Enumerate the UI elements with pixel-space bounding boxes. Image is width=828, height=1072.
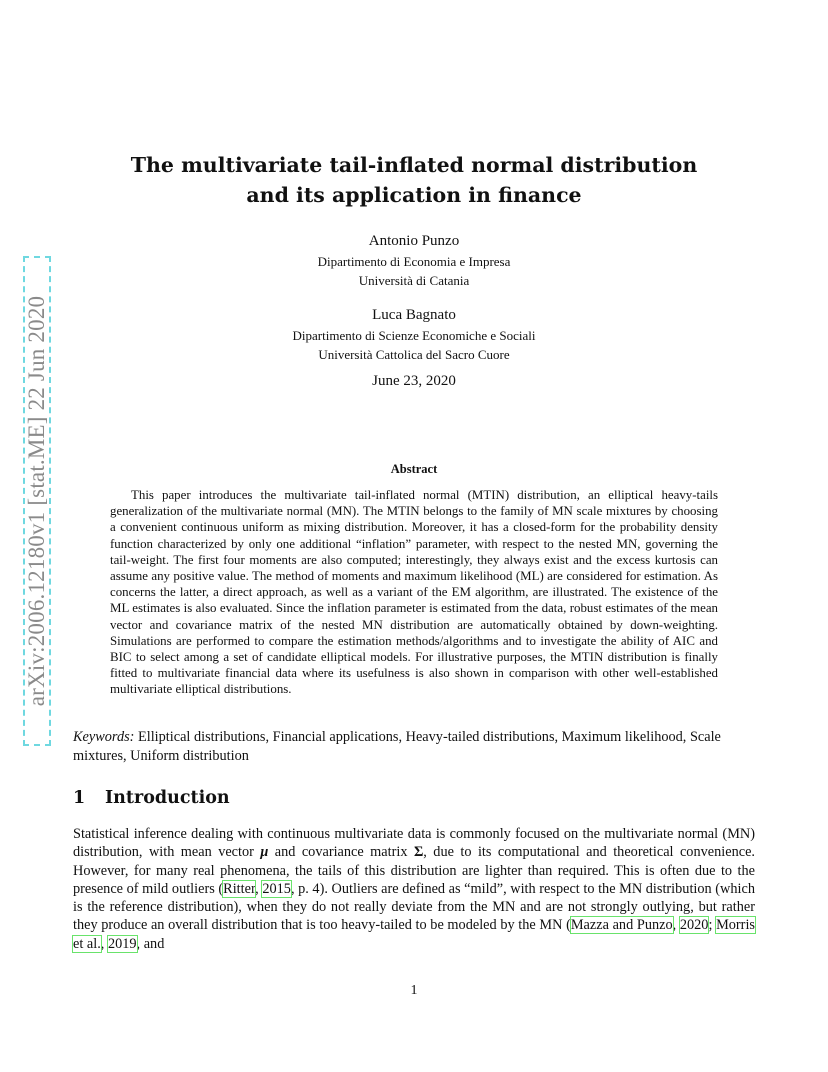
mu-symbol: μ — [260, 844, 269, 861]
section-number: 1 — [73, 788, 86, 808]
citation-year-link-mazza-punzo[interactable]: 2020 — [679, 917, 709, 934]
intro-text: ; — [708, 917, 717, 934]
affiliation-line: Università di Catania — [358, 273, 470, 288]
intro-text: , p. 4). Outliers are defined as “mild”, with respect to the MN distribution (which is the reference distribution), when they do not really deviate from the MN and are not strongly outlying, but rather they produce an overall distribution that is too heavy-tailed to be modeled by the MN ( — [73, 880, 755, 934]
author-block-2 — [200, 304, 628, 364]
keywords-label: Keywords: — [73, 729, 135, 745]
title-line-1: The multivariate tail-inflated normal distribution — [130, 153, 698, 177]
page-number: 1 — [410, 983, 418, 998]
intro-text: , due to its computational and theoretical convenience. However, for many real phenomena, the tails of this distribution are lighter than required. This is often due to the presence of mild outliers ( — [73, 844, 755, 897]
author-block-1 — [200, 230, 628, 290]
intro-text: , — [672, 917, 680, 934]
citation-link-ritter[interactable]: Ritter — [223, 880, 256, 897]
affiliation-line: Dipartimento di Economia e Impresa — [317, 254, 511, 269]
intro-paragraph — [73, 825, 755, 953]
intro-text: and covariance matrix — [268, 844, 414, 861]
abstract-text: This paper introduces the multivariate tail-inflated normal (MTIN) distribution, an elliptical heavy-tails generalization of the multivariate normal (MN). The MTIN belongs to the family of MN scale mixtures by choosing a convenient continuous uniform as mixing distribution. Moreover, it has a closed-form for the probability density function characterized by only one additional “inflation” parameter, with respect to the nested MN, governing the tail-weight. The first four moments are also computed; interestingly, they always exist and the excess kurtosis can assume any positive value. The method of moments and maximum likelihood (ML) are considered for estimation. As concerns the latter, a direct approach, as well as a variant of the EM algorithm, are illustrated. The existence of the ML estimates is also evaluated. Since the inflation parameter is estimated from the data, robust estimates of the mean vector and covariance matrix of the nested MN distribution are automatically obtained by down-weighting. Simulations are performed to compare the estimation methods/algorithms and to investigate the ability of AIC and BIC to select among a set of candidate elliptical models. For illustrative purposes, the MTIN distribution is finally fitted to multivariate financial data where its usefulness is also shown in comparison with other well-established multivariate elliptical distributions. — [110, 488, 718, 697]
keywords-text: Elliptical distributions, Financial applications, Heavy-tailed distributions, Maximum likelihood, Scale mixtures, Uniform distribution — [73, 729, 721, 764]
citation-link-mazza-punzo[interactable]: Mazza and Punzo — [570, 917, 673, 934]
citation-year-link-morris[interactable]: 2019 — [107, 935, 137, 952]
section-heading — [73, 788, 230, 808]
intro-text: , — [100, 935, 108, 952]
abstract-heading: Abstract — [390, 462, 438, 476]
citation-year-link-ritter[interactable]: 2015 — [262, 880, 291, 897]
keywords — [73, 728, 755, 765]
intro-text: Statistical inference dealing with continuous multivariate data is commonly focused on the multivariate normal (MN) distribution, with mean vector — [73, 826, 755, 861]
title-line-2: and its application in finance — [246, 183, 582, 207]
affiliation-line: Università Cattolica del Sacro Cuore — [318, 347, 510, 362]
sigma-symbol: Σ — [413, 844, 424, 861]
affiliation-line: Dipartimento di Scienze Economiche e Sociali — [292, 328, 536, 343]
author-name: Luca Bagnato — [372, 307, 456, 323]
arxiv-sidebar — [22, 254, 52, 748]
author-name: Antonio Punzo — [368, 233, 460, 249]
intro-text: , and — [136, 935, 165, 952]
citation-link-morris[interactable]: Morris et al. — [73, 917, 755, 952]
arxiv-identifier-link[interactable]: arXiv:2006.12180v1 [stat.ME] 22 Jun 2020 — [23, 256, 51, 746]
intro-text: , — [255, 880, 263, 897]
paper-date: June 23, 2020 — [372, 373, 456, 389]
section-title: Introduction — [105, 788, 230, 808]
paper-title — [100, 150, 728, 210]
